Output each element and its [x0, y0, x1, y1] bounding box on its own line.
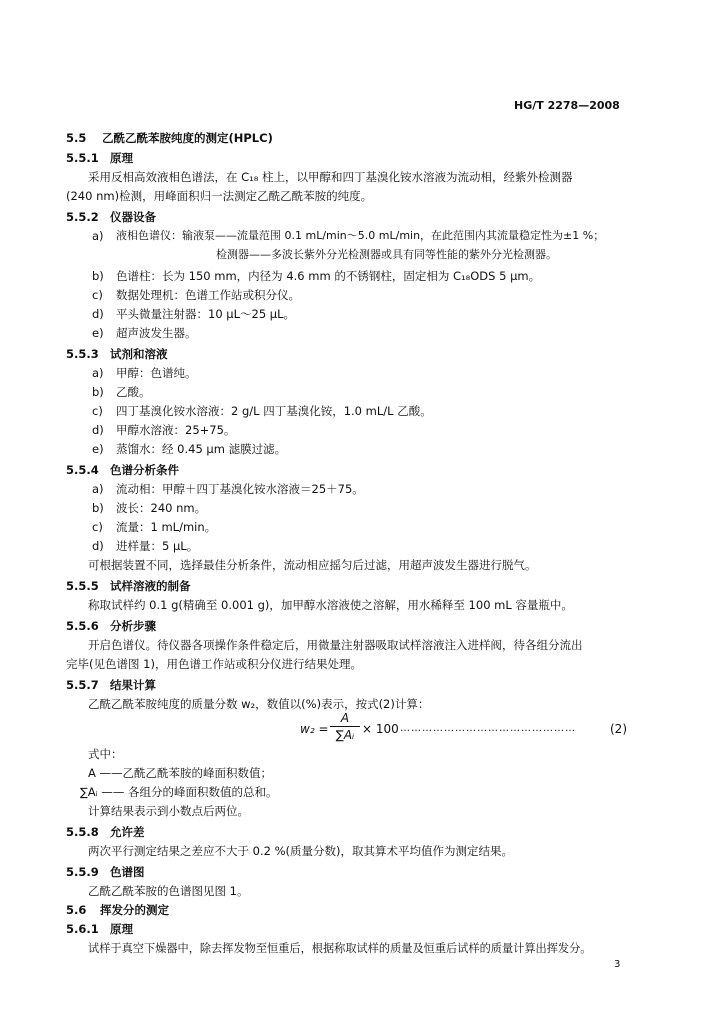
- list-item: 进样量：5 μL。: [116, 539, 199, 553]
- paragraph-line: 式中：: [88, 747, 123, 761]
- definition-line: ∑Aᵢ —— 各组分的峰面积数值的总和。: [80, 785, 278, 799]
- section-label: 5.5.3: [66, 347, 99, 361]
- list-item: 甲醇：色谱纯。: [116, 366, 197, 380]
- section-title: 允许差: [110, 825, 145, 839]
- list-label: c): [92, 288, 103, 302]
- list-label: c): [92, 520, 103, 534]
- definition-line: A ——乙酰乙酰苯胺的峰面积数值；: [88, 766, 273, 780]
- list-label: d): [92, 307, 104, 321]
- list-item: 液相色谱仪：输液泵——流量范围 0.1 mL/min～5.0 mL/min，在此范围内其流量稳定性为±1 %；: [116, 229, 605, 242]
- paragraph-line: 乙酰乙酰苯胺纯度的质量分数 w₂，数值以(%)表示，按式(2)计算：: [88, 697, 430, 711]
- list-item: 数据处理机：色谱工作站或积分仪。: [116, 288, 300, 302]
- formula-numerator: A: [340, 711, 350, 725]
- list-item-continuation: 检测器——多波长紫外分光检测器或具有同等性能的紫外分光检测器。: [216, 248, 557, 261]
- list-label: c): [92, 404, 103, 418]
- section-title: 试样溶液的制备: [110, 579, 191, 593]
- section-label: 5.5.6: [66, 619, 99, 633]
- section-title: 乙酰乙酰苯胺纯度的测定(HPLC): [102, 131, 273, 145]
- section-label: 5.5.1: [66, 151, 99, 165]
- paragraph-line: (240 nm)检测，用峰面积归一法测定乙酰乙酰苯胺的纯度。: [66, 189, 373, 203]
- section-label: 5.5.7: [66, 678, 99, 692]
- paragraph-line: 开启色谱仪。待仪器各项操作条件稳定后，用微量注射器吸取试样溶液注入进样阀，待各组分流出: [88, 638, 583, 652]
- formula: [300, 710, 630, 746]
- paragraph-line: 计算结果表示到小数点后两位。: [88, 804, 249, 818]
- list-label: b): [92, 269, 104, 283]
- section-title: 原理: [110, 922, 133, 936]
- section-title: 挥发分的测定: [100, 903, 169, 917]
- section-label: 5.5.9: [66, 865, 99, 879]
- paragraph-line: 可根据装置不同，选择最佳分析条件，流动相应摇匀后过滤，用超声波发生器进行脱气。: [88, 558, 537, 572]
- list-item: 波长：240 nm。: [116, 501, 207, 515]
- list-item: 流动相：甲醇＋四丁基溴化铵水溶液＝25＋75。: [116, 482, 364, 496]
- list-item: 流量：1 mL/min。: [116, 520, 217, 534]
- formula-lhs: w₂ =: [300, 722, 329, 736]
- formula-denominator: ∑Aᵢ: [335, 728, 355, 742]
- paragraph-line: 完毕(见色谱图 1)，用色谱工作站或积分仪进行结果处理。: [66, 657, 362, 671]
- list-item: 超声波发生器。: [116, 326, 197, 340]
- section-title: 分析步骤: [110, 619, 156, 633]
- list-item: 平头微量注射器：10 μL～25 μL。: [116, 307, 296, 321]
- list-label: a): [92, 482, 104, 496]
- list-label: b): [92, 385, 104, 399]
- formula-number: (2): [610, 722, 627, 736]
- section-title: 色谱图: [110, 865, 145, 879]
- formula-rhs: × 100: [362, 722, 399, 736]
- paragraph-line: 试样于真空下燥器中，除去挥发物至恒重后，根据称取试样的质量及恒重后试样的质量计算出挥发分。: [88, 942, 592, 955]
- section-label: 5.5: [66, 131, 87, 145]
- paragraph-line: 乙酰乙酰苯胺的色谱图见图 1。: [88, 884, 249, 898]
- list-item: 色谱柱：长为 150 mm，内径为 4.6 mm 的不锈钢柱，固定相为 C₁₈ODS 5 μm。: [116, 269, 541, 283]
- list-label: d): [92, 423, 104, 437]
- list-label: e): [92, 442, 104, 456]
- list-label: e): [92, 326, 104, 340]
- paragraph-line: 采用反相高效液相色谱法，在 C₁₈ 柱上，以甲醇和四丁基溴化铵水溶液为流动相，经紫外检测器: [88, 170, 573, 184]
- paragraph-line: 两次平行测定结果之差应不大于 0.2 %(质量分数)，取其算术平均值作为测定结果。: [88, 844, 513, 858]
- paragraph-line: 称取试样约 0.1 g(精确至 0.001 g)，加甲醇水溶液使之溶解，用水稀释至 100 mL 容量瓶中。: [88, 598, 573, 612]
- list-label: a): [92, 366, 104, 380]
- list-label: a): [92, 229, 104, 243]
- section-title: 色谱分析条件: [110, 463, 179, 477]
- list-item: 甲醇水溶液：25+75。: [116, 423, 236, 437]
- section-label: 5.5.5: [66, 579, 99, 593]
- section-label: 5.5.2: [66, 210, 99, 224]
- formula-leader-dots: …………………………………………: [400, 723, 576, 734]
- fraction-bar: [330, 726, 360, 727]
- section-title: 结果计算: [110, 678, 156, 692]
- list-item: 蒸馏水：经 0.45 μm 滤膜过滤。: [116, 442, 287, 456]
- list-label: d): [92, 539, 104, 553]
- list-item: 乙酸。: [116, 385, 151, 399]
- section-title: 原理: [110, 151, 133, 165]
- formula-fraction: [330, 711, 360, 742]
- section-label: 5.5.8: [66, 825, 99, 839]
- list-item: 四丁基溴化铵水溶液：2 g/L 四丁基溴化铵，1.0 mL/L 乙酸。: [116, 404, 432, 418]
- list-label: b): [92, 501, 104, 515]
- standard-number: HG/T 2278—2008: [514, 99, 620, 112]
- section-label: 5.5.4: [66, 463, 99, 477]
- page-number: 3: [614, 959, 621, 970]
- section-title: 仪器设备: [110, 210, 156, 224]
- section-label: 5.6.1: [66, 922, 99, 936]
- section-label: 5.6: [66, 903, 87, 917]
- section-title: 试剂和溶液: [110, 347, 168, 361]
